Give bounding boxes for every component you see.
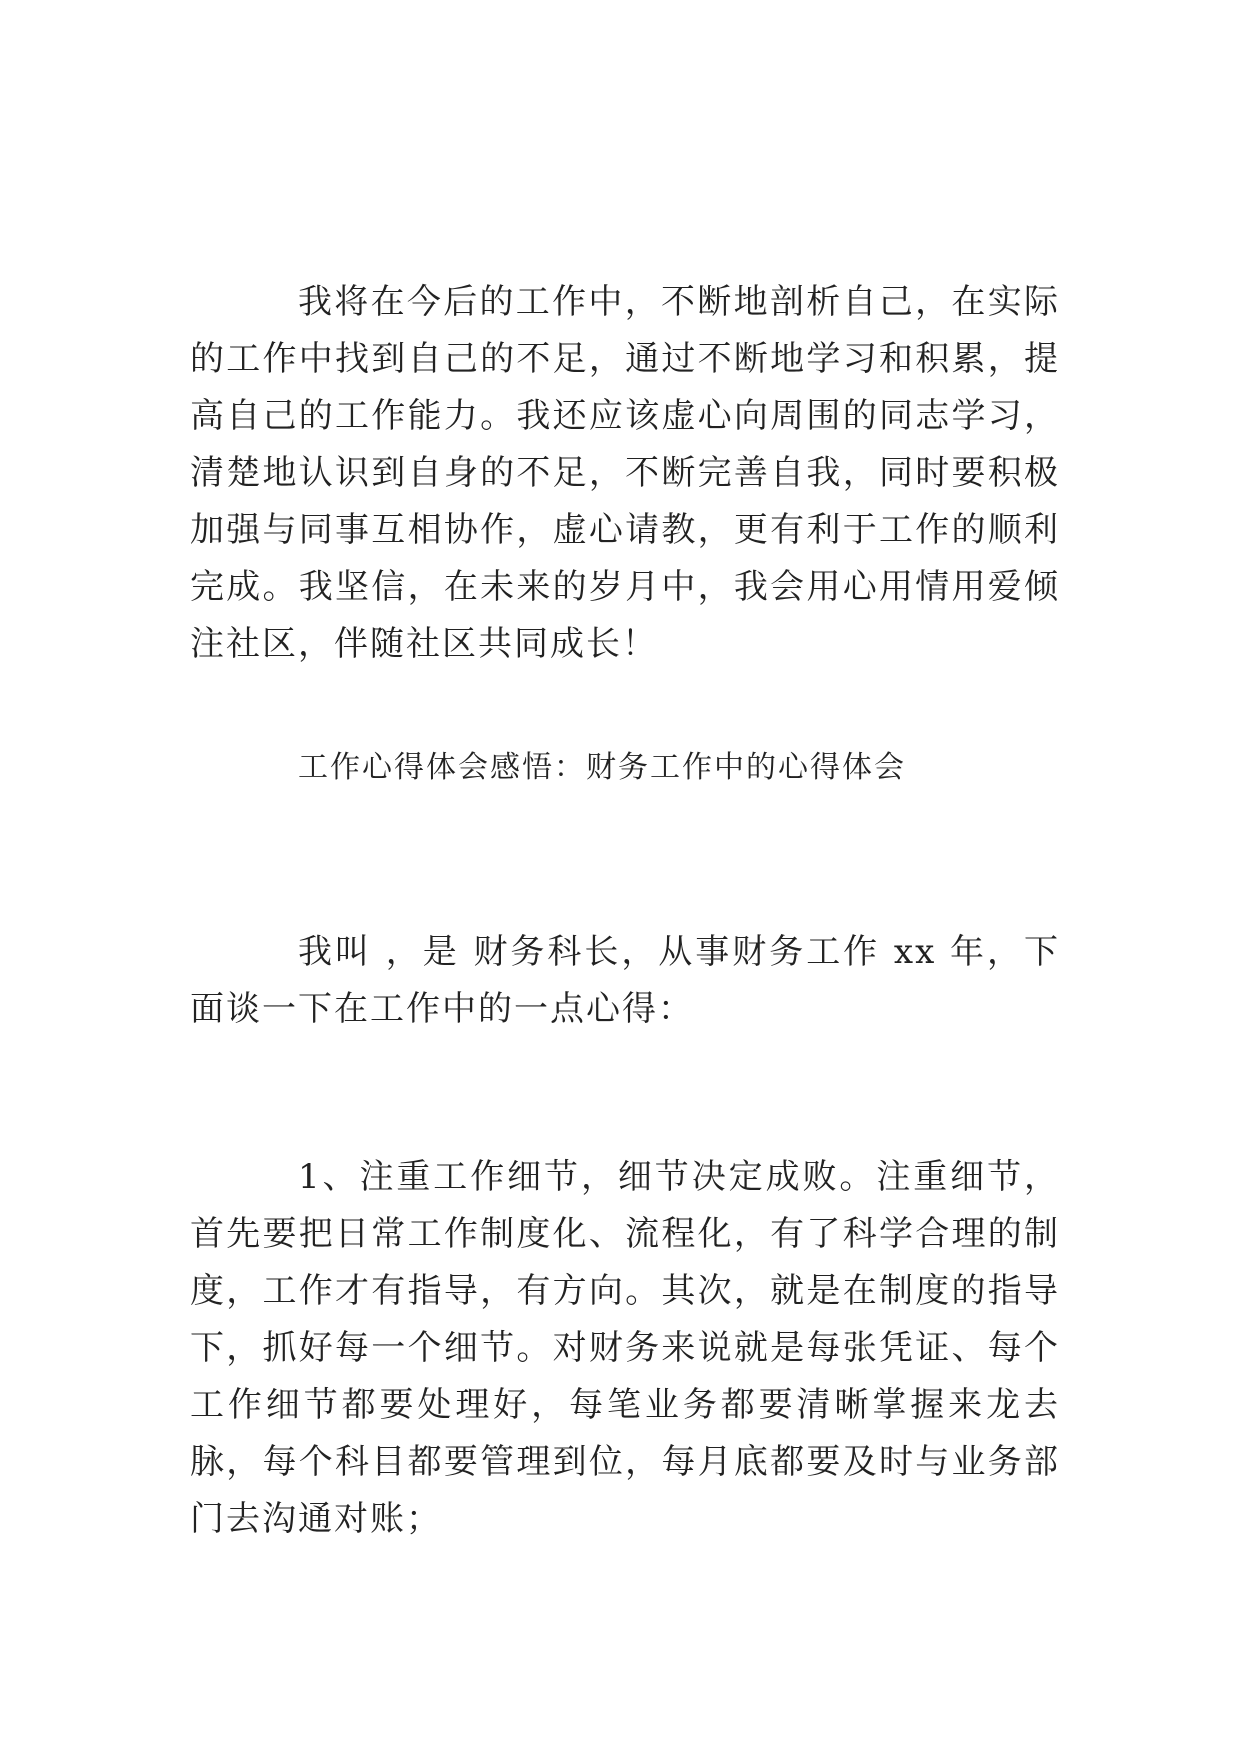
paragraph-point-1: 1、注重工作细节，细节决定成败。注重细节，首先要把日常工作制度化、流程化，有了科学合理的制度，工作才有指导，有方向。其次，就是在制度的指导下，抓好每一个细节。对财务来说就是每张凭证、每个工作细节都要处理好，每笔业务都要清晰掌握来龙去脉，每个科目都要管理到位，每月底都要及时与业务部门去沟通对账；	[190, 1157, 1060, 1539]
section-title: 工作心得体会感悟：财务工作中的心得体会	[298, 750, 906, 785]
paragraph-introduction: 我叫 ，是 财务科长，从事财务工作 xx 年，下面谈一下在工作中的一点心得：	[190, 932, 1060, 1029]
paragraph-closing-reflection: 我将在今后的工作中，不断地剖析自己，在实际的工作中找到自己的不足，通过不断地学习和积累，提高自己的工作能力。我还应该虚心向周围的同志学习，清楚地认识到自身的不足，不断完善自我，同时要积极加强与同事互相协作，虚心请教，更有利于工作的顺利完成。我坚信，在未来的岁月中，我会用心用情用爱倾注社区，伴随社区共同成长！	[190, 282, 1060, 664]
